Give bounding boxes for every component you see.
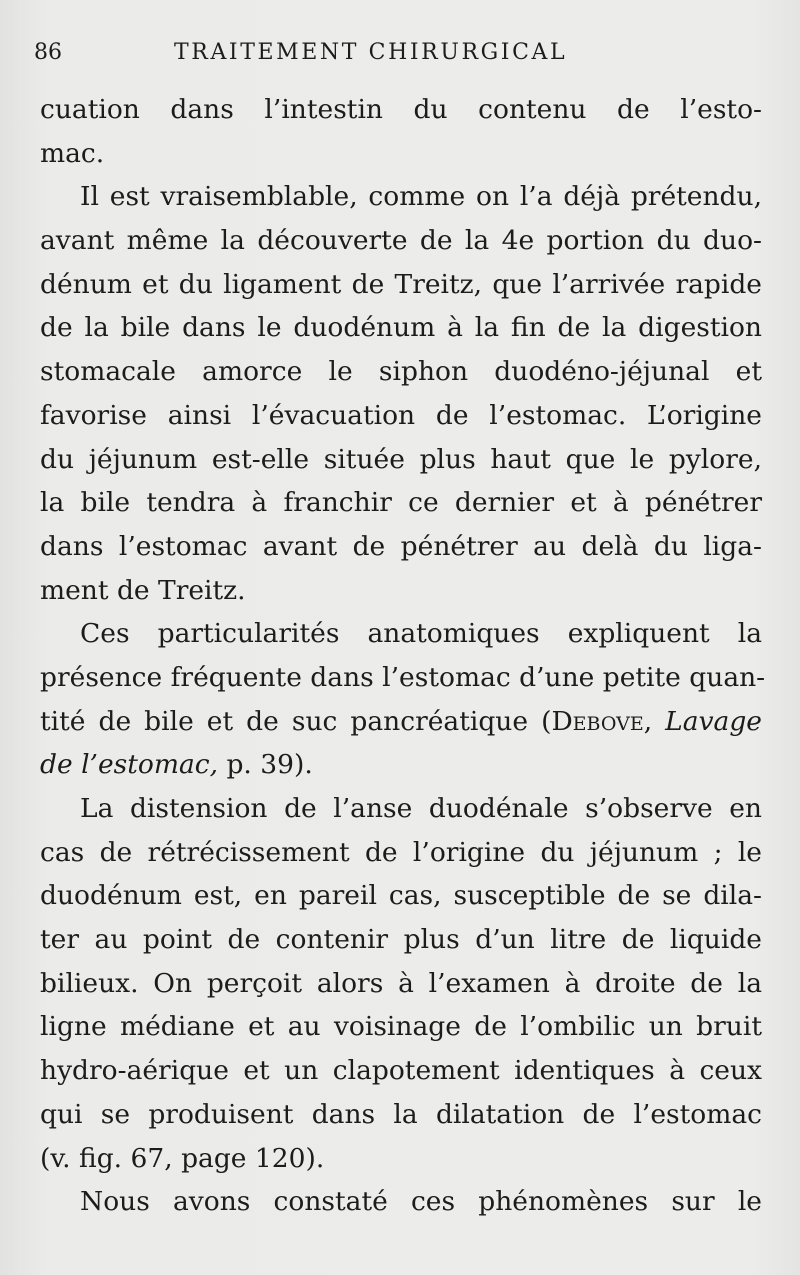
text-line: ment de Treitz. bbox=[40, 574, 246, 606]
cited-title: de l’estomac, bbox=[40, 749, 219, 781]
text-line: avant même la découverte de la 4e portion du duo- bbox=[40, 225, 762, 257]
text-line bbox=[40, 743, 762, 787]
text-line: (v. fig. 67, page 120). bbox=[40, 1142, 325, 1174]
text-line: favorise ainsi l’évacuation de l’estomac. L’origine bbox=[40, 399, 762, 431]
text-line: ter au point de contenir plus d’un litre de liquide bbox=[40, 924, 762, 956]
text-line: ligne médiane et au voisinage de l’ombilic un bruit bbox=[40, 1011, 762, 1043]
text-line: qui se produisent dans la dilatation de l’estomac bbox=[40, 1098, 762, 1130]
text-line: hydro-aérique et un clapotement identiques à ceux bbox=[40, 1055, 762, 1087]
text-line: Il est vraisemblable, comme on l’a déjà prétendu, bbox=[80, 181, 762, 213]
text-segment: , bbox=[643, 705, 666, 737]
text-line: Ces particularités anatomiques expliquent la bbox=[80, 618, 762, 650]
text-line: dénum et du ligament de Treitz, que l’arrivée rapide bbox=[40, 268, 762, 300]
text-line: duodénum est, en pareil cas, susceptible de se dila- bbox=[40, 880, 762, 912]
text-line: la bile tendra à franchir ce dernier et à pénétrer bbox=[40, 487, 762, 519]
cited-title: Lavage bbox=[665, 705, 762, 737]
text-line: La distension de l’anse duodénale s’observe en bbox=[80, 793, 762, 824]
text-line: bilieux. On perçoit alors à l’examen à droite de la bbox=[40, 967, 762, 999]
text-line: cas de rétrécissement de l’origine du jéjunum ; le bbox=[40, 836, 762, 868]
text-segment: p. 39). bbox=[218, 749, 313, 781]
running-title: TRAITEMENT CHIRURGICAL bbox=[174, 40, 568, 65]
text-segment: tité de bile et de suc pancréatique ( bbox=[40, 705, 552, 737]
page-number: 86 bbox=[34, 40, 62, 65]
text-line: de la bile dans le duodénum à la fin de la digestion bbox=[40, 312, 762, 344]
text-line: dans l’estomac avant de pénétrer au delà du liga- bbox=[40, 530, 762, 562]
body-text bbox=[40, 88, 766, 1224]
text-line: mac. bbox=[40, 137, 105, 169]
running-header bbox=[34, 38, 760, 68]
text-line: Nous avons constaté ces phénomènes sur le bbox=[80, 1186, 762, 1218]
text-line: du jéjunum est-elle située plus haut que le pylore, bbox=[40, 443, 762, 475]
text-line: cuation dans l’intestin du contenu de l’esto- bbox=[40, 94, 762, 125]
text-line: présence fréquente dans l’estomac d’une petite quan- bbox=[40, 661, 766, 693]
text-line bbox=[40, 700, 762, 744]
text-line: stomacale amorce le siphon duodéno-jéjunal et bbox=[40, 356, 762, 388]
author-name: Debove bbox=[551, 705, 644, 737]
